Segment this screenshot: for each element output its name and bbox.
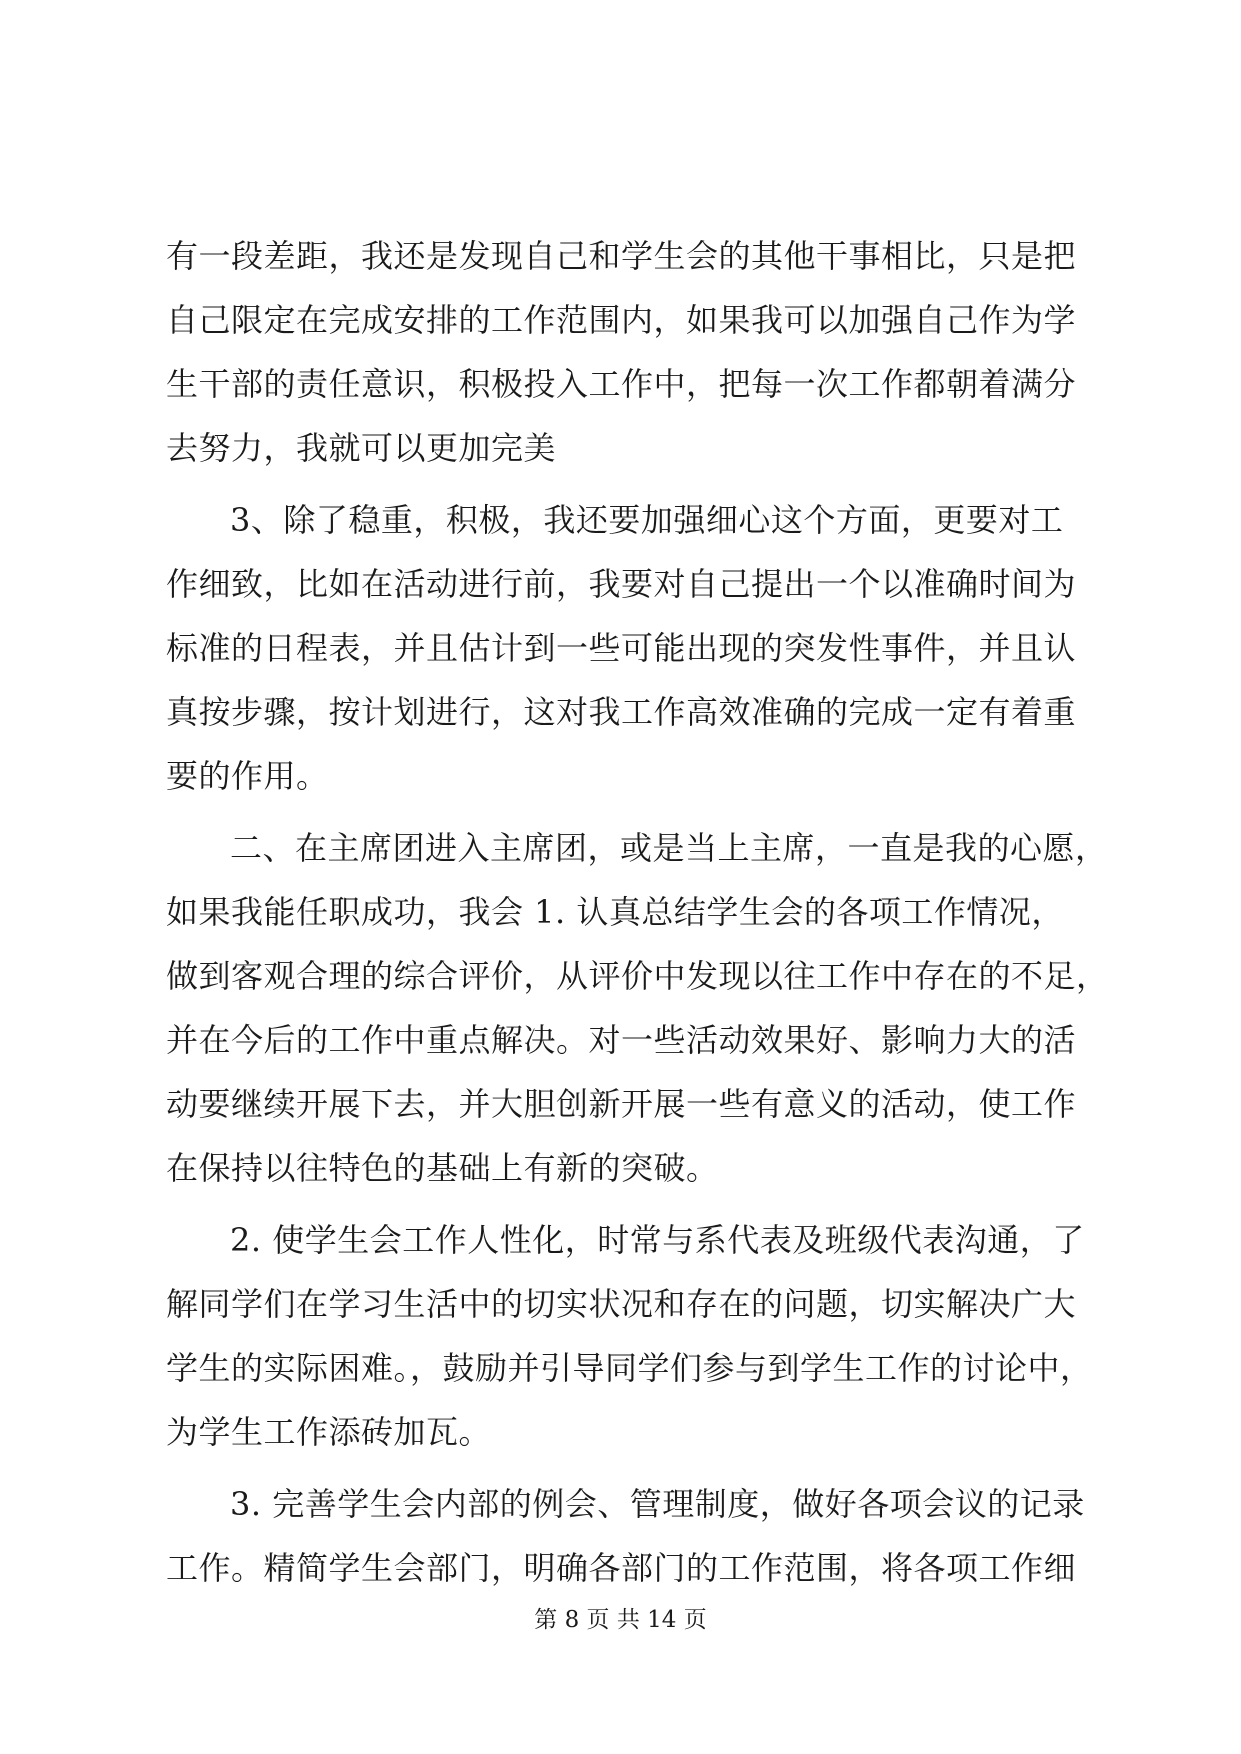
text-line: 真按步骤，按计划进行，这对我工作高效准确的完成一定有着重: [166, 693, 1077, 731]
paragraph-start-line: 二、在主席团进入主席团，或是当上主席，一直是我的心愿，: [230, 829, 1108, 867]
document-body: [166, 224, 1109, 1600]
paragraph-start-line: 3. 完善学生会内部的例会、管理制度，做好各项会议的记录: [230, 1485, 1085, 1523]
text-line: 工作。精简学生会部门，明确各部门的工作范围，将各项工作细: [166, 1549, 1077, 1587]
text-line: 并在今后的工作中重点解决。对一些活动效果好、影响力大的活: [166, 1021, 1077, 1059]
text-line: 要的作用。: [166, 757, 329, 795]
text-line: 有一段差距，我还是发现自己和学生会的其他干事相比，只是把: [166, 237, 1077, 275]
paragraph-start-line: 3、除了稳重，积极，我还要加强细心这个方面，更要对工: [230, 501, 1064, 539]
text-line: 动要继续开展下去，并大胆创新开展一些有意义的活动，使工作: [166, 1085, 1077, 1123]
text-line: 为学生工作添砖加瓦。: [166, 1413, 492, 1451]
paragraph-start-line: 2. 使学生会工作人性化，时常与系代表及班级代表沟通，了: [230, 1221, 1085, 1259]
text-line: 做到客观合理的综合评价，从评价中发现以往工作中存在的不足，: [166, 957, 1109, 995]
text-line: 去努力，我就可以更加完美: [166, 429, 557, 467]
page-number-footer: 第 8 页 共 14 页: [534, 1607, 707, 1633]
text-line: 作细致，比如在活动进行前，我要对自己提出一个以准确时间为: [166, 565, 1077, 603]
text-line: 自己限定在完成安排的工作范围内，如果我可以加强自己作为学: [166, 301, 1077, 339]
text-line: 解同学们在学习生活中的切实状况和存在的问题，切实解决广大: [166, 1285, 1077, 1323]
text-line: 如果我能任职成功，我会 1. 认真总结学生会的各项工作情况，: [166, 893, 1064, 931]
text-line: 标准的日程表，并且估计到一些可能出现的突发性事件，并且认: [166, 629, 1077, 667]
text-line: 生干部的责任意识，积极投入工作中，把每一次工作都朝着满分: [166, 365, 1077, 403]
text-line: 在保持以往特色的基础上有新的突破。: [166, 1149, 719, 1187]
text-line: 学生的实际困难。，鼓励并引导同学们参与到学生工作的讨论中，: [166, 1349, 1093, 1387]
